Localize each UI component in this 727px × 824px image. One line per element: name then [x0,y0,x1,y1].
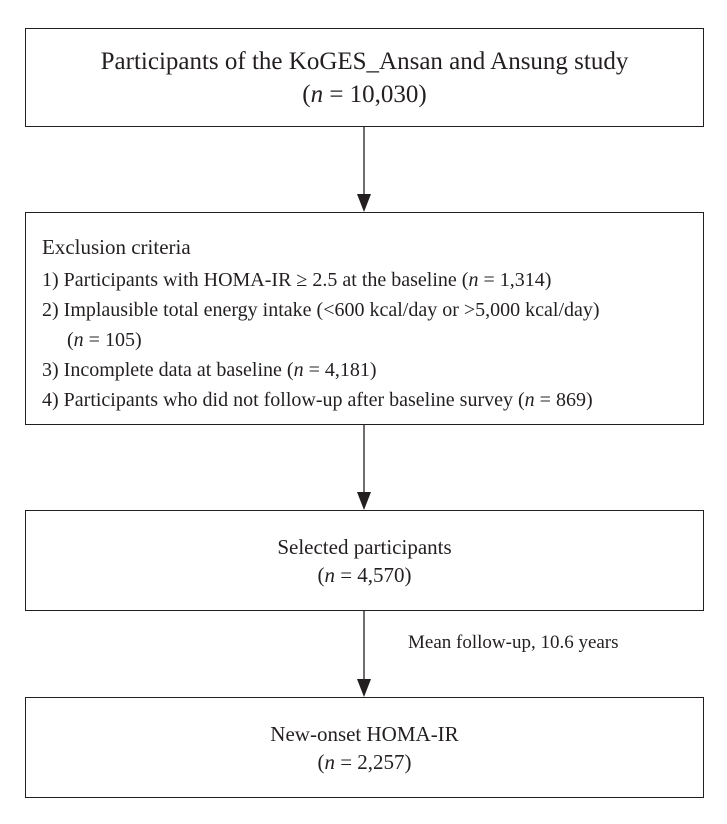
selected-n-value: 4,570 [357,562,405,587]
outcome-title: New-onset HOMA-IR [270,721,459,746]
enrollment-title: Participants of the KoGES_Ansan and Ansung study [100,47,629,75]
exclusion-item-4: 4) Participants who did not follow-up after baseline survey (n = 869) [42,389,593,411]
outcome-count: (n = 2,257) [317,749,412,774]
arrow-enrollment-to-exclusion [357,127,371,212]
outcome-box [25,697,704,798]
exclusion-heading: Exclusion criteria [42,235,191,259]
followup-note: Mean follow-up, 10.6 years [408,632,619,653]
exclusion-item-1: 1) Participants with HOMA-IR ≥ 2.5 at the baseline (n = 1,314) [42,269,552,291]
arrow-selected-to-outcome [357,611,371,697]
enrollment-box [25,28,704,127]
enrollment-n-value: 10,030 [349,80,419,108]
n-symbol: n [310,80,324,108]
selected-box [25,510,704,611]
arrow-exclusion-to-selected [357,425,371,510]
exclusion-item-3: 3) Incomplete data at baseline (n = 4,181) [42,359,377,381]
exclusion-box [25,212,704,425]
outcome-n-value: 2,257 [357,749,405,774]
exclusion-item-2: 2) Implausible total energy intake (<600 kcal/day or >5,000 kcal/day) [42,299,600,321]
selected-title: Selected participants [277,534,452,559]
exclusion-item-2-continued: (n = 105) [67,329,142,351]
enrollment-count: (n = 10,030) [302,80,427,108]
selected-count: (n = 4,570) [317,562,412,587]
